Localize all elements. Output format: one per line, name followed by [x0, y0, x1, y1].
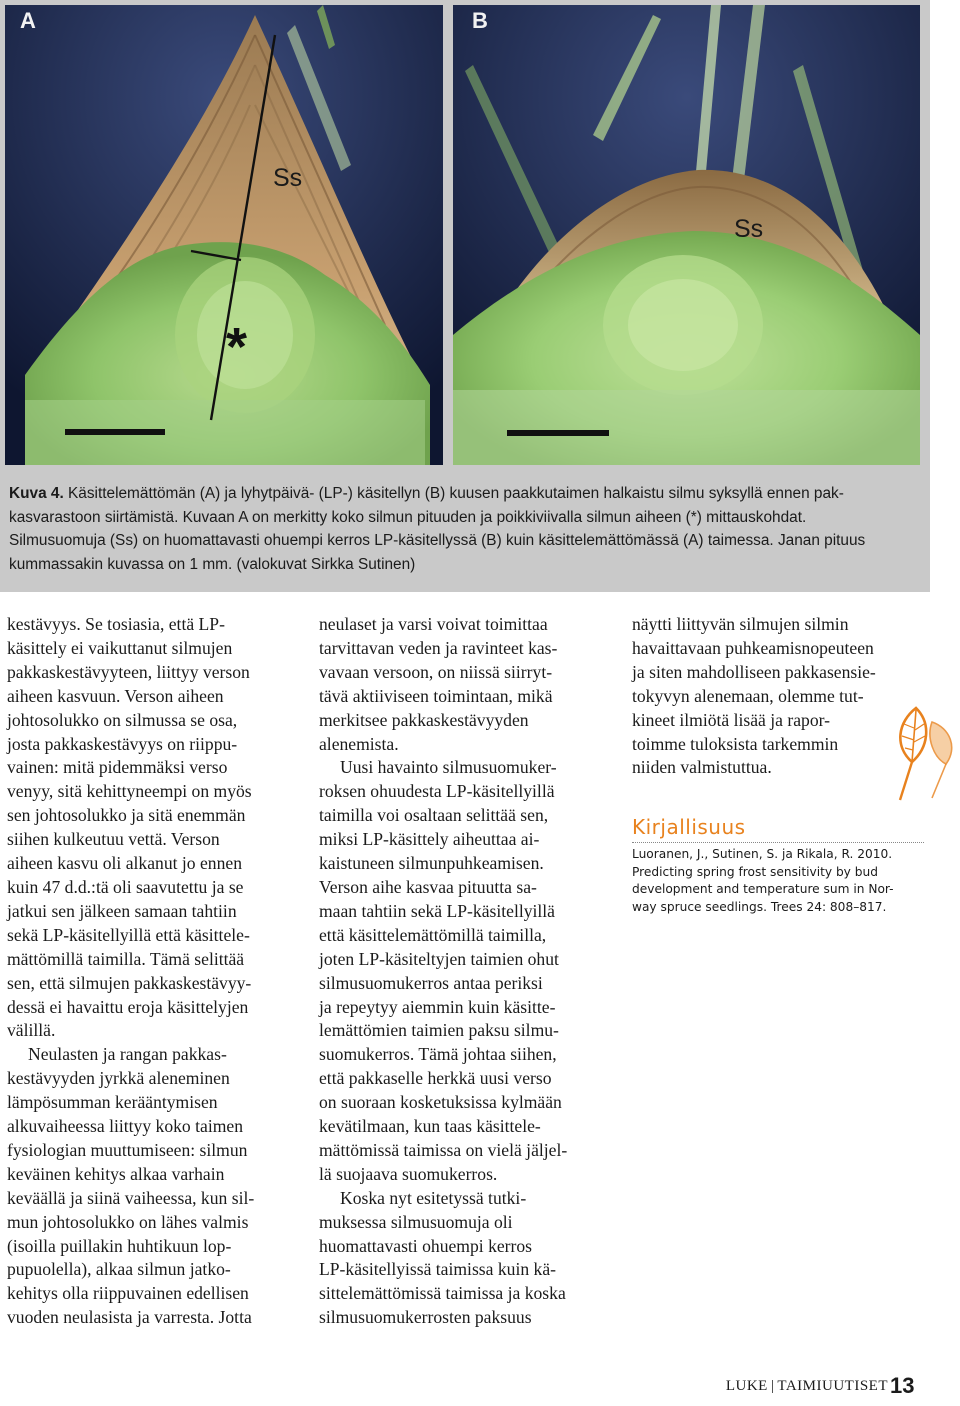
reference-line: Predicting spring frost sensitivity by bud: [632, 864, 878, 879]
text-line: on suoraan kosketuksissa kylmään: [319, 1092, 562, 1113]
text-line: mun johtosolukko on lähes valmis: [7, 1211, 249, 1232]
text-line: silmusuomukerros antaa periksi: [319, 972, 543, 993]
text-line: kestävyys. Se tosiasia, että LP-: [7, 614, 225, 634]
text-line: havaittavaan puhkeamisnopeuteen: [632, 637, 874, 658]
panel-label-b: B: [472, 8, 488, 33]
text-line: lä suojaava suomukerros.: [319, 1163, 498, 1184]
text-line: neulaset ja varsi voivat toimittaa: [319, 614, 548, 634]
text-line: siihen kulkeutuu vettä. Verson: [7, 829, 220, 850]
text-line: vavaan versoon, on niissä siirryt-: [319, 661, 553, 682]
caption-label: Kuva 4.: [9, 485, 64, 502]
text-line: jatkui sen jälkeen samaan tahtiin: [7, 900, 237, 921]
text-line: pakkaskestävyyteen, liittyy verson: [7, 661, 250, 682]
text-line: sekä LP-käsitellyillä että käsittele-: [7, 924, 250, 945]
reference-line: Luoranen, J., Sutinen, S. ja Rikala, R. 2010.: [632, 847, 893, 861]
text-line: kaistuneen silmunpuhkeamisen.: [319, 853, 544, 874]
figure-caption: [9, 482, 919, 576]
reference-line: development and temperature sum in Nor-: [632, 882, 894, 897]
text-line: alenemista.: [319, 733, 399, 754]
text-line: tokyvyn alenemaan, olemme tut-: [632, 685, 864, 706]
caption-line-1: [9, 482, 919, 506]
text-line: sen johtosolukko ja sitä enemmän: [7, 805, 246, 826]
text-line: välillä.: [7, 1020, 56, 1041]
text-line: silmusuomukerrosten paksuus: [319, 1307, 532, 1328]
footer-separator: |: [770, 1378, 775, 1394]
body-column-3: [632, 613, 922, 780]
text-line: vainen: mitä pidemmäksi verso: [7, 757, 228, 778]
text-line: vuoden neulasista ja varresta. Jotta: [7, 1307, 252, 1328]
text-line: joten LP-käsiteltyjen taimien ohut: [319, 948, 559, 969]
text-line: niiden valmistuttua.: [632, 757, 772, 778]
text-line: Koska nyt esitetyssä tutki-: [340, 1187, 527, 1208]
text-line: näytti liittyvän silmujen silmin: [632, 614, 849, 634]
reference-line: way spruce seedlings. Trees 24: 808–817.: [632, 899, 887, 914]
page-number: 13: [890, 1373, 915, 1398]
text-line: taimilla voi osaltaan selittää sen,: [319, 805, 549, 826]
ss-label-b: Ss: [734, 215, 764, 243]
text-line: sittelemättömissä taimissa ja koska: [319, 1283, 566, 1304]
text-line: tävä aktiiviseen toimintaan, mikä: [319, 685, 553, 706]
text-line: keväinen kehitys alkaa varhain: [7, 1163, 225, 1184]
caption-line-4: kummassakin kuvassa on 1 mm. (valokuvat Sirkka Sutinen): [9, 555, 416, 573]
text-line: kestävyyden jyrkkä aleneminen: [7, 1068, 230, 1089]
text-line: (isoilla puillakin huhtikuun lop-: [7, 1235, 232, 1256]
body-column-1: [7, 613, 297, 1330]
bud-primordium-marker: *: [226, 317, 248, 377]
references-heading: Kirjallisuus: [632, 815, 746, 839]
text-line: tarvittavan veden ja ravinteet kas-: [319, 637, 558, 658]
text-line: kineet ilmiötä lisää ja rapor-: [632, 709, 830, 730]
text-line: että pakkaselle herkkä uusi verso: [319, 1068, 552, 1089]
text-line: fysiologian muuttumiseen: silmun: [7, 1139, 248, 1160]
text-line: toimme tuloksista tarkemmin: [632, 733, 839, 754]
text-line: mättömillä taimilla. Tämä selittää: [7, 948, 245, 969]
text-line: kuin 47 d.d.:tä oli saavutettu ja se: [7, 876, 244, 897]
leaf-illustration-icon: [888, 702, 958, 807]
text-line: huomattavasti ohuempi kerros: [319, 1235, 533, 1256]
text-line: dessä ei havaittu eroja käsittelyjen: [7, 996, 249, 1017]
text-line: LP-käsitellyissä taimissa kuin kä-: [319, 1259, 556, 1280]
text-line: josta pakkaskestävyys on riippu-: [7, 733, 238, 754]
text-line: miksi LP-käsittely aiheuttaa ai-: [319, 829, 540, 850]
footer-series: TAIMIUUTISET: [777, 1378, 888, 1394]
text-line: lämpösumman kerääntymisen: [7, 1092, 218, 1113]
caption-line-1-text: Käsittelemättömän (A) ja lyhytpäivä- (LP-) käsitellyn (B) kuusen paakkutaimen halkaistu silmu syksyllä ennen pak-: [68, 485, 844, 502]
text-line: merkitsee pakkaskestävyyden: [319, 709, 529, 730]
ss-label-a: Ss: [273, 164, 303, 192]
text-line: aiheen kasvuun. Verson aiheen: [7, 685, 224, 706]
text-line: käsittely ei vaikuttanut silmujen: [7, 637, 233, 658]
bud-photo-b: [453, 5, 920, 465]
footer-publisher: LUKE: [725, 1378, 768, 1394]
text-line: muksessa silmusuomuja oli: [319, 1211, 513, 1232]
running-footer: [726, 1378, 888, 1395]
body-column-2: [319, 613, 609, 1330]
text-line: että käsittelemättömillä taimilla,: [319, 924, 547, 945]
text-line: roksen ohuudesta LP-käsitellyillä: [319, 781, 555, 802]
text-line: mättömissä taimissa on vielä jäljel-: [319, 1139, 568, 1160]
bud-photo-a: [5, 5, 443, 465]
text-line: kevätilmaan, kun taas käsittele-: [319, 1116, 541, 1137]
caption-line-3: Silmusuomuja (Ss) on huomattavasti ohuempi kerros LP-käsitellyssä (B) kuin käsittelemättömässä (A) taimessa. Janan pituus: [9, 532, 866, 549]
text-line: suomukerros. Tämä johtaa siihen,: [319, 1044, 557, 1065]
text-line: ja repeytyy aiemmin kuin käsitte-: [319, 996, 556, 1017]
panel-label-a: A: [20, 8, 36, 33]
text-line: venyy, sitä kehittyneempi on myös: [7, 781, 252, 802]
text-line: alkuvaiheessa liittyy koko taimen: [7, 1116, 243, 1137]
text-line: keväällä ja siinä vaiheessa, kun sil-: [7, 1187, 255, 1208]
text-line: lemättömien taimien paksu silmu-: [319, 1020, 559, 1041]
text-line: johtosolukko on silmussa se osa,: [7, 709, 238, 730]
text-line: Neulasten ja rangan pakkas-: [28, 1044, 227, 1065]
text-line: kehitys olla riippuvainen edellisen: [7, 1283, 249, 1304]
references-divider: [632, 842, 924, 843]
text-line: maan tahtiin sekä LP-käsitellyillä: [319, 900, 555, 921]
text-line: Verson aihe kasvaa pituutta sa-: [319, 876, 537, 897]
text-line: pupuolella), alkaa silmun jatko-: [7, 1259, 231, 1280]
text-line: sen, että silmujen pakkaskestävyy-: [7, 972, 252, 993]
text-line: ja siten mahdolliseen pakkasensie-: [632, 661, 876, 682]
text-line: Uusi havainto silmusuomuker-: [340, 757, 557, 778]
text-line: aiheen kasvu oli alkanut jo ennen: [7, 853, 242, 874]
caption-line-2: kasvarastoon siirtämistä. Kuvaan A on merkitty koko silmun pituuden ja poikkiviivalla silmun aiheen (*) mittauskohdat.: [9, 508, 807, 526]
references-body: [632, 846, 924, 916]
